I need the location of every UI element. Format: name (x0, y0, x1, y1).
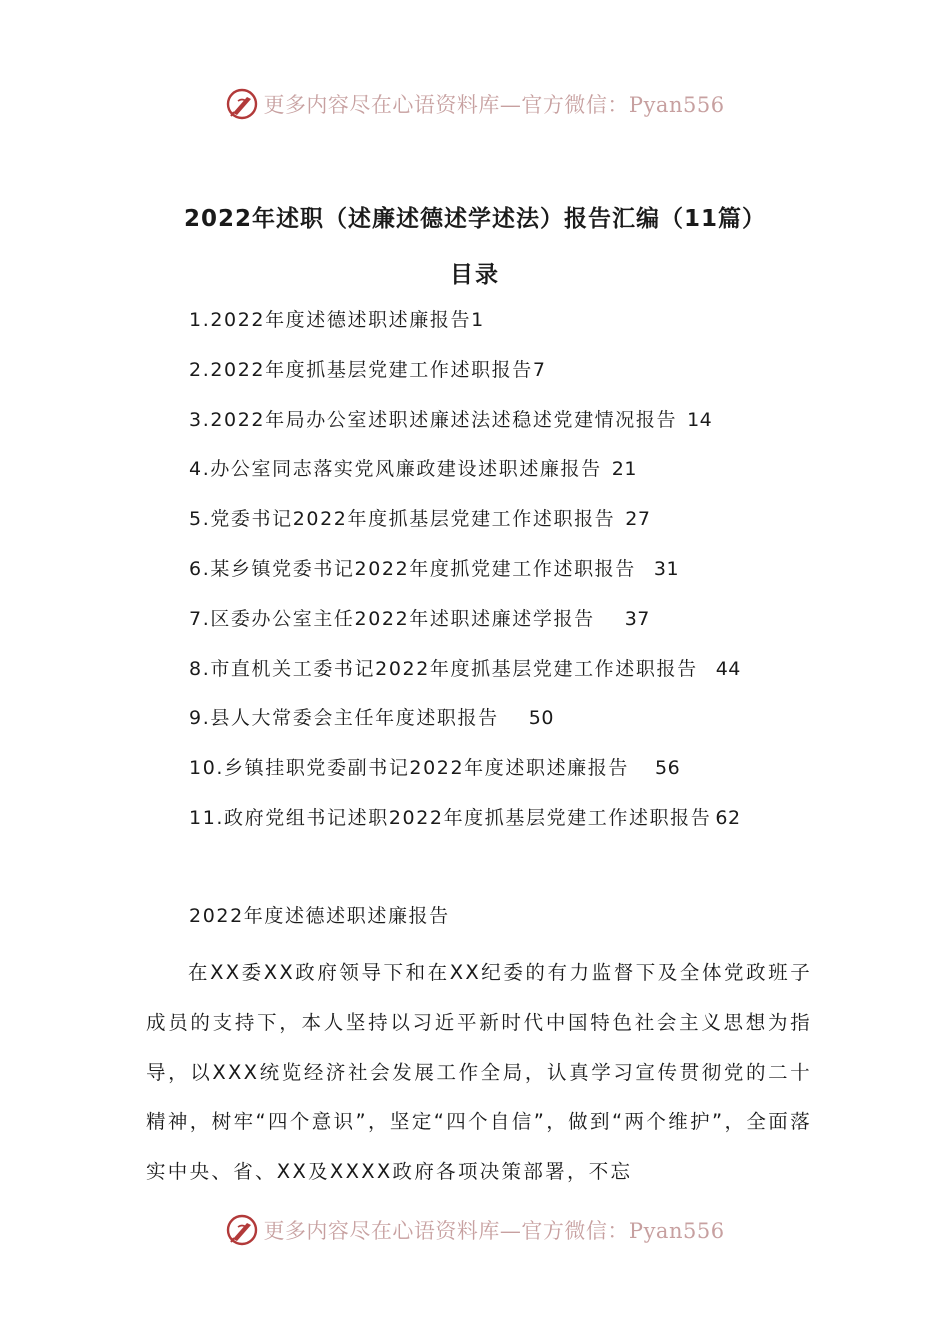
toc-item-label: 10.乡镇挂职党委副书记2022年度述职述廉报告 (189, 757, 629, 780)
document-title: 2022年述职（述廉述德述学述法）报告汇编（11篇） (183, 206, 767, 232)
pen-logo-icon (225, 1213, 259, 1247)
toc-item-page: 56 (654, 757, 681, 780)
watermark-footer (0, 1208, 950, 1252)
toc-item-label: 1.2022年度述德述职述廉报告 (189, 309, 472, 331)
toc-item (189, 750, 829, 800)
toc-item-page: 62 (715, 806, 741, 829)
toc-item (189, 551, 829, 601)
toc-item-page: 7 (532, 358, 547, 381)
toc-item (189, 402, 829, 452)
toc-item (189, 302, 829, 352)
toc-item (189, 451, 829, 501)
watermark-text: 更多内容尽在心语资料库—官方微信：Pyan556 (263, 93, 725, 117)
toc-item-page: 37 (624, 607, 650, 630)
toc-item-page: 44 (715, 657, 741, 680)
toc-item (189, 700, 829, 750)
body-paragraph: 在XX委XX政府领导下和在XX纪委的有力监督下及全体党政班子成员的支持下，本人坚持以习近平新时代中国特色社会主义思想为指导，以XXX统览经济社会发展工作全局，认真学习宣传贯彻党的二十精神，树牢“四个意识”，坚定“四个自信”，做到“两个维护”，全面落实中央、省、XX及XXXX政府各项决策部署，不忘 (146, 961, 812, 1184)
toc-item-page: 14 (687, 408, 713, 431)
toc-item (189, 651, 829, 701)
toc-item-label: 7.区委办公室主任2022年述职述廉述学报告 (189, 607, 595, 630)
toc-item-label: 9.县人大常委会主任年度述职报告 (189, 707, 499, 730)
toc-item-page: 50 (528, 707, 554, 730)
watermark-text: 更多内容尽在心语资料库—官方微信：Pyan556 (263, 1219, 725, 1243)
pen-logo-icon (225, 87, 259, 121)
watermark-header (0, 82, 950, 126)
toc-item (189, 800, 829, 850)
toc-item-label: 3.2022年局办公室述职述廉述法述稳述党建情况报告 (189, 408, 678, 431)
toc-item (189, 352, 829, 402)
toc-item-page: 21 (611, 458, 637, 481)
toc-item-label: 4.办公室同志落实党风廉政建设述职述廉报告 (189, 458, 602, 481)
section-heading: 2022年度述德述职述廉报告 (189, 905, 450, 927)
toc-item-label: 5.党委书记2022年度抓基层党建工作述职报告 (189, 508, 616, 531)
toc-item-label: 6.某乡镇党委书记2022年度抓党建工作述职报告 (189, 557, 636, 580)
toc-item-page: 27 (625, 508, 651, 531)
toc-item (189, 601, 829, 651)
toc-item (189, 501, 829, 551)
toc-item-label: 11.政府党组书记述职2022年度抓基层党建工作述职报告 (189, 806, 712, 829)
toc-item-label: 8.市直机关工委书记2022年度抓基层党建工作述职报告 (189, 657, 698, 680)
toc-item-label: 2.2022年度抓基层党建工作述职报告 (189, 358, 533, 381)
table-of-contents (189, 302, 829, 850)
toc-item-page: 1 (471, 309, 485, 331)
toc-heading: 目录 (450, 262, 500, 288)
toc-item-page: 31 (653, 557, 680, 580)
